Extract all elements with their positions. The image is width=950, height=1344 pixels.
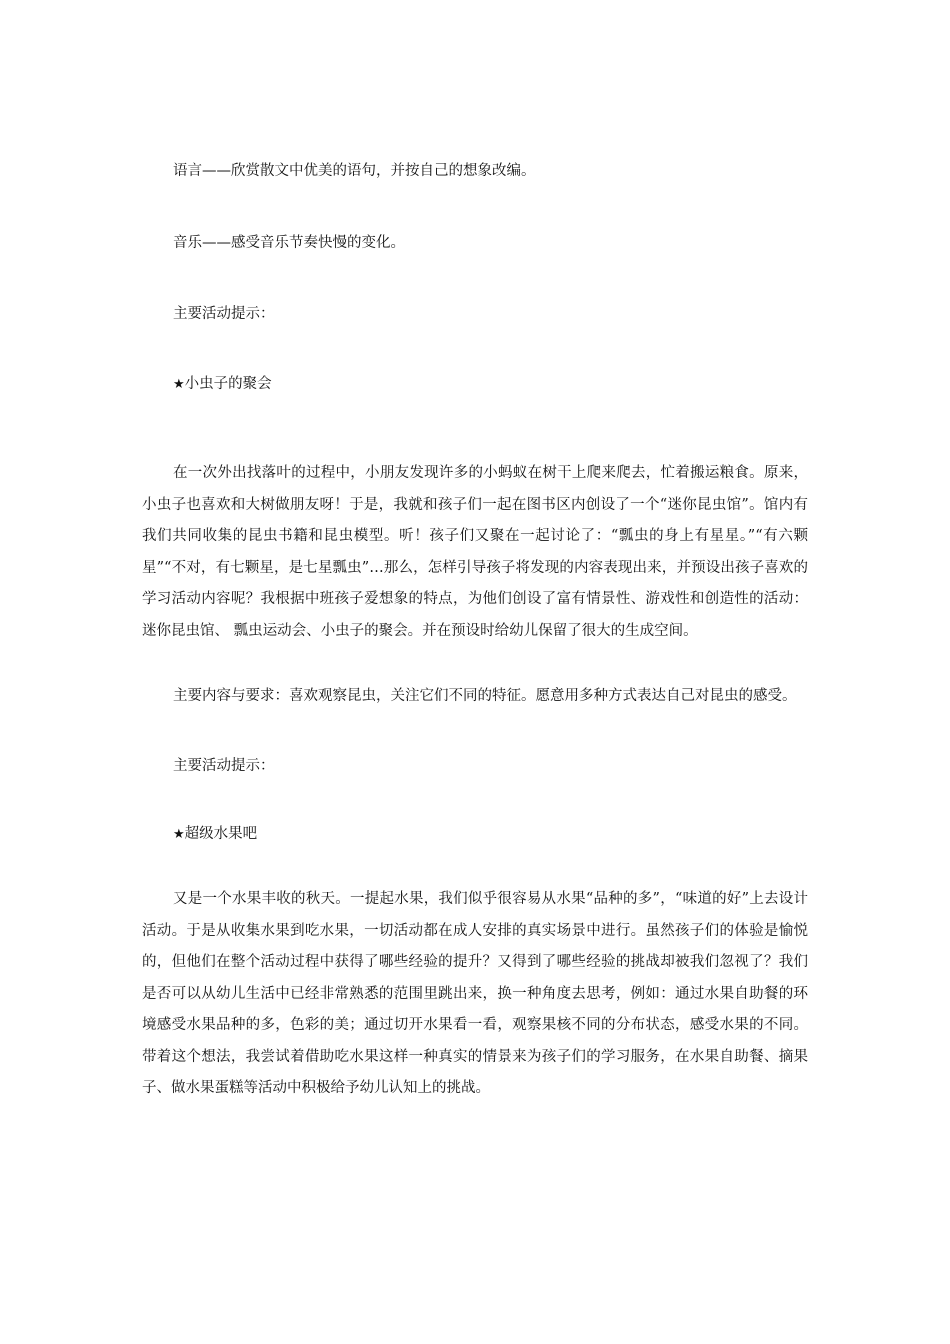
activity-hint-heading: 主要活动提示： [173, 758, 275, 774]
star-icon: ★ [173, 827, 185, 842]
activity-hint-heading: 主要活动提示： [173, 306, 275, 322]
main-content-requirements: 主要内容与要求：喜欢观察昆虫，关注它们不同的特征。愿意用多种方式表达自己对昆虫的感受。 [173, 688, 797, 704]
star-icon: ★ [173, 377, 185, 392]
music-goal-line: 音乐——感受音乐节奏快慢的变化。 [173, 235, 405, 251]
section-heading-bug-party [173, 374, 272, 395]
fruit-bar-paragraph: 又是一个水果丰收的秋天。一提起水果，我们似乎很容易从水果“品种的多”，“味道的好”上去设计活动。于是从收集水果到吃水果，一切活动都在成人安排的真实场景中进行。虽然孩子们的体验是愉悦的，但他们在整个活动过程中获得了哪些经验的提升？又得到了哪些经验的挑战却被我们忽视了？我们是否可以从幼儿生活中已经非常熟悉的范围里跳出来，换一种角度去思考，例如：通过水果自助餐的环境感受水果品种的多，色彩的美；通过切开水果看一看，观察果核不同的分布状态，感受水果的不同。带着这个想法，我尝试着借助吃水果这样一种真实的情景来为孩子们的学习服务，在水果自助餐、摘果子、做水果蛋糕等活动中积极给予幼儿认知上的挑战。 [142, 891, 808, 1096]
section-title: 小虫子的聚会 [184, 376, 272, 392]
section-title: 超级水果吧 [184, 826, 258, 842]
bug-party-paragraph: 在一次外出找落叶的过程中，小朋友发现许多的小蚂蚁在树干上爬来爬去，忙着搬运粮食。原来，小虫子也喜欢和大树做朋友呀！于是，我就和孩子们一起在图书区内创设了一个“迷你昆虫馆”。馆内有我们共同收集的昆虫书籍和昆虫模型。听！孩子们又聚在一起讨论了：“瓢虫的身上有星星。”“有六颗星”“不对，有七颗星，是七星瓢虫”…那么，怎样引导孩子将发现的内容表现出来，并预设出孩子喜欢的学习活动内容呢？我根据中班孩子爱想象的特点，为他们创设了富有情景性、游戏性和创造性的活动：迷你昆虫馆、 瓢虫运动会、小虫子的聚会。并在预设时给幼儿保留了很大的生成空间。 [142, 465, 808, 639]
section-heading-fruit-bar [173, 824, 257, 845]
language-goal-line: 语言——欣赏散文中优美的语句，并按自己的想象改编。 [173, 163, 536, 179]
